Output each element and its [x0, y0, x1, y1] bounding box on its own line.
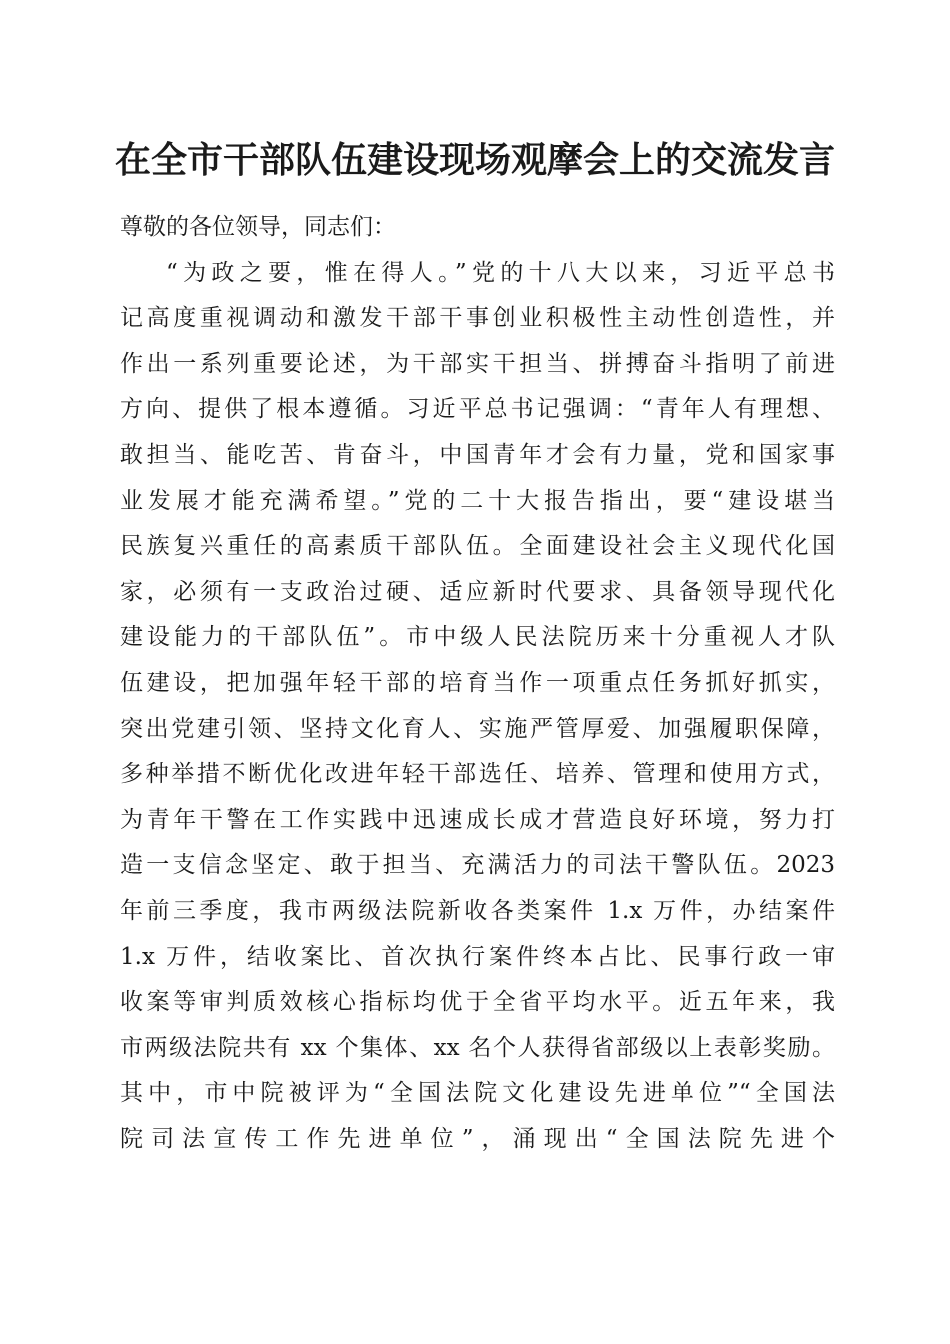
paragraph-line: 建设能力的干部队伍”。市中级人民法院历来十分重视人才队 [120, 624, 835, 651]
document-body [120, 205, 835, 1162]
paragraph-line: 为青年干警在工作实践中迅速成长成才营造良好环境，努力打 [120, 806, 835, 833]
paragraph-line: 记高度重视调动和激发干部干事创业积极性主动性创造性，并 [120, 305, 835, 332]
paragraph-line: 其中，市中院被评为“全国法院文化建设先进单位”“全国法 [120, 1080, 835, 1107]
paragraph-line: 伍建设，把加强年轻干部的培育当作一项重点任务抓好抓实， [120, 669, 835, 696]
paragraph-line: 家，必须有一支政治过硬、适应新时代要求、具备领导现代化 [120, 578, 835, 605]
paragraph-line: 年前三季度，我市两级法院新收各类案件 1.x 万件，办结案件 [120, 897, 835, 924]
paragraph-line: 民族复兴重任的高素质干部队伍。全面建设社会主义现代化国 [120, 533, 835, 560]
paragraph-line: 造一支信念坚定、敢于担当、充满活力的司法干警队伍。2023 [120, 852, 835, 879]
salutation: 尊敬的各位领导，同志们： [120, 214, 396, 240]
paragraph-line: 敢担当、能吃苦、肯奋斗，中国青年才会有力量，党和国家事 [120, 441, 835, 468]
paragraph-line: 收案等审判质效核心指标均优于全省平均水平。近五年来，我 [120, 989, 835, 1016]
paragraph-line: 突出党建引领、坚持文化育人、实施严管厚爱、加强履职保障， [120, 715, 835, 742]
paragraph-line: 业发展才能充满希望。”党的二十大报告指出，要“建设堪当 [120, 487, 835, 514]
paragraph-line: 作出一系列重要论述，为干部实干担当、拼搏奋斗指明了前进 [120, 350, 835, 377]
paragraph-line: 方向、提供了根本遵循。习近平总书记强调：“青年人有理想、 [120, 396, 835, 423]
paragraph-line: 市两级法院共有 xx 个集体、xx 名个人获得省部级以上表彰奖励。 [120, 1034, 835, 1061]
paragraph-line: 多种举措不断优化改进年轻干部选任、培养、管理和使用方式， [120, 761, 835, 788]
document-title: 在全市干部队伍建设现场观摩会上的交流发言 [114, 139, 835, 181]
paragraph-line: 院司法宣传工作先进单位”，涌现出“全国法院先进个 [120, 1125, 835, 1152]
paragraph-line: “为政之要，惟在得人。”党的十八大以来，习近平总书 [166, 259, 835, 286]
paragraph-line: 1.x 万件，结收案比、首次执行案件终本占比、民事行政一审 [120, 943, 835, 970]
